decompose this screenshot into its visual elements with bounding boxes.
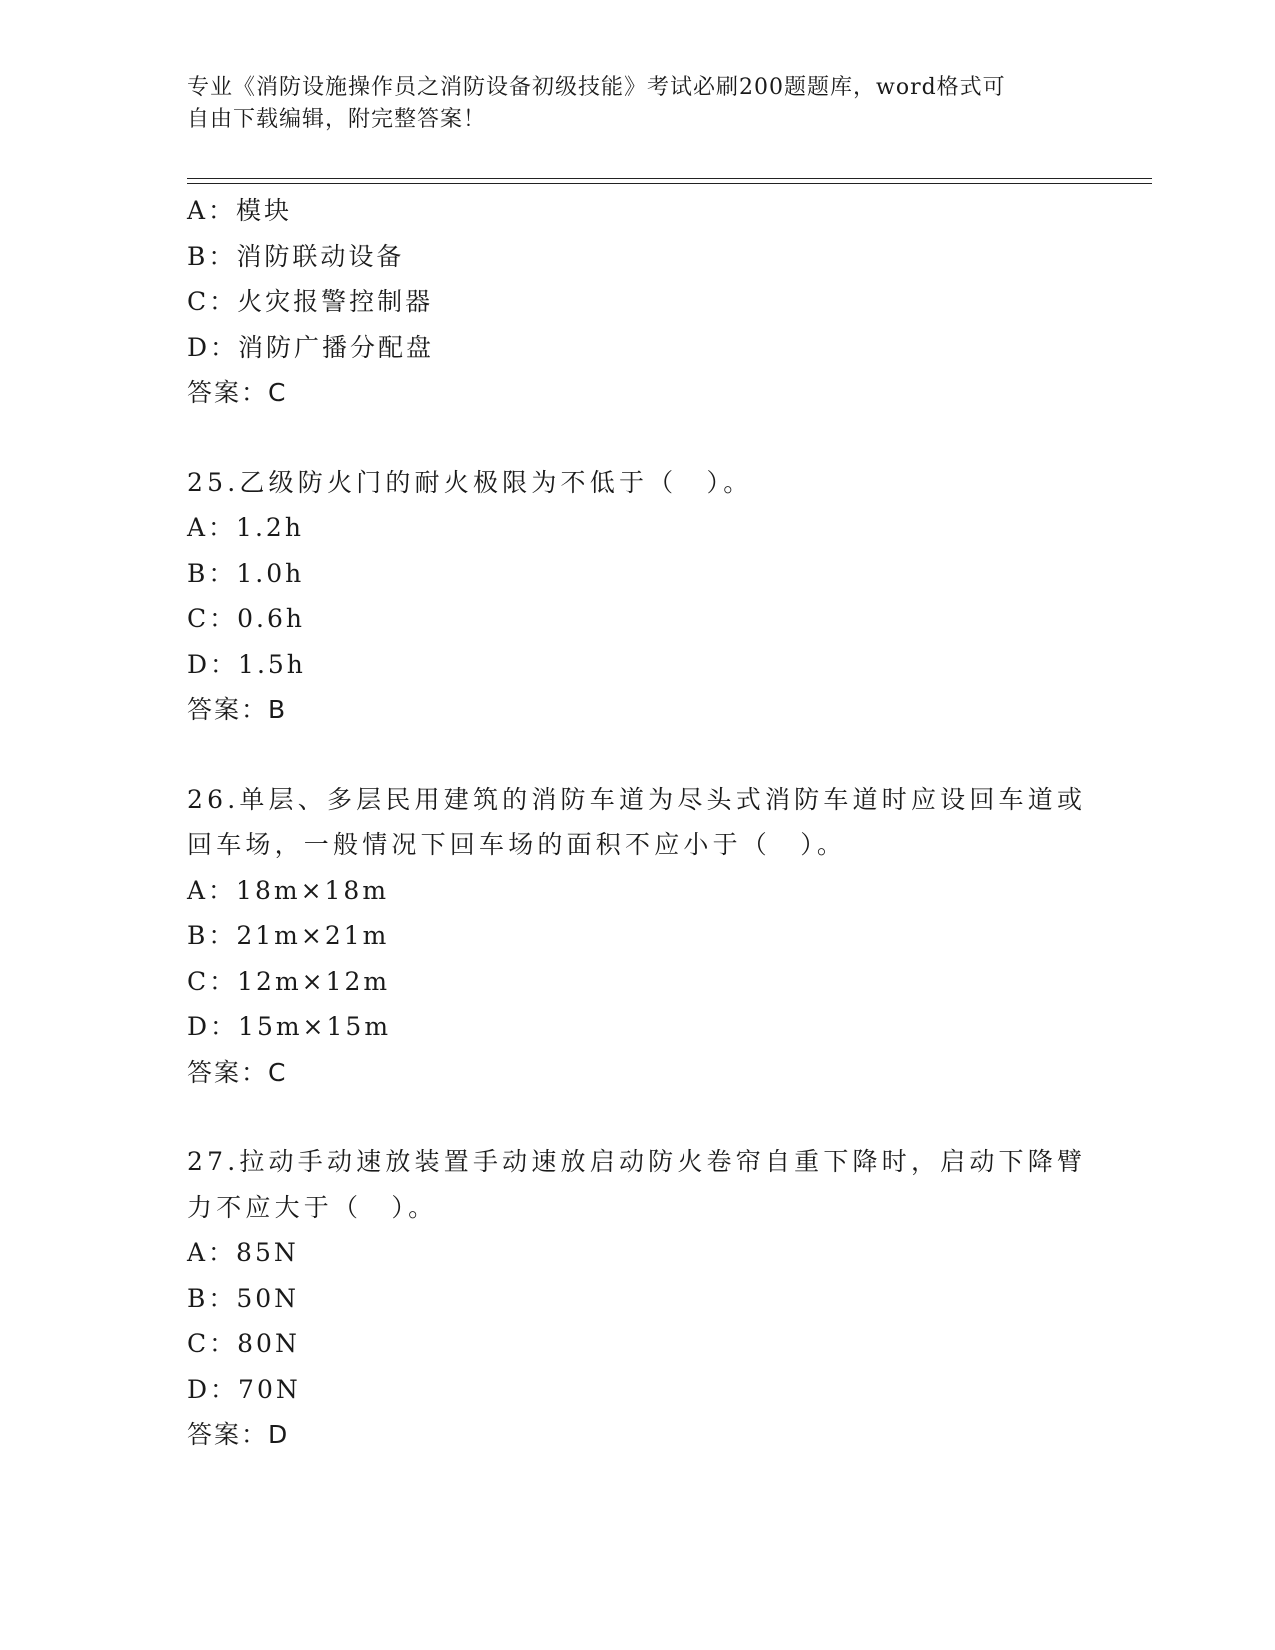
header-divider-top [187,178,1152,179]
option-c: C：0.6h [187,604,305,633]
option-a: A：18m×18m [187,875,390,905]
option-c: C：火灾报警控制器 [187,287,434,316]
question-text-line-1: 27.拉动手动速放装置手动速放启动防火卷帘自重下降时，启动下降臂 [187,1147,1087,1176]
option-c: C：80N [187,1329,300,1358]
document-header [187,72,1067,136]
option-a: A：85N [187,1238,299,1267]
option-b: B：50N [187,1283,300,1313]
option-d: D：70N [187,1374,301,1404]
header-line-1: 专业《消防设施操作员之消防设备初级技能》考试必刷200题题库，word格式可 [187,75,1006,100]
question-27 [187,1139,1087,1458]
question-text-line-2: 回车场，一般情况下回车场的面积不应小于（ ）。 [187,830,847,859]
question-text-line-2: 力不应大于（ ）。 [187,1192,438,1222]
option-a: A：模块 [187,196,293,225]
header-line-2: 自由下载编辑，附完整答案！ [187,107,487,132]
option-d: D：15m×15m [187,1012,392,1041]
option-b: B：21m×21m [187,921,390,950]
answer-line: 答案：B [187,695,288,724]
option-b: B：消防联动设备 [187,241,405,271]
question-25 [187,460,1087,733]
answer-line: 答案：C [187,378,288,407]
question-text: 25.乙级防火门的耐火极限为不低于（ ）。 [187,467,753,497]
header-divider-bottom [187,183,1152,184]
question-text-line-1: 26.单层、多层民用建筑的消防车道为尽头式消防车道时应设回车道或 [187,784,1087,814]
answer-line: 答案：C [187,1057,288,1087]
option-d: D：消防广播分配盘 [187,332,435,362]
question-list [187,188,1087,1458]
question-24-partial [187,188,1087,416]
answer-line: 答案：D [187,1420,290,1449]
option-d: D：1.5h [187,649,306,679]
question-26 [187,777,1087,1096]
option-c: C：12m×12m [187,966,391,996]
option-b: B：1.0h [187,558,305,588]
option-a: A：1.2h [187,513,304,542]
